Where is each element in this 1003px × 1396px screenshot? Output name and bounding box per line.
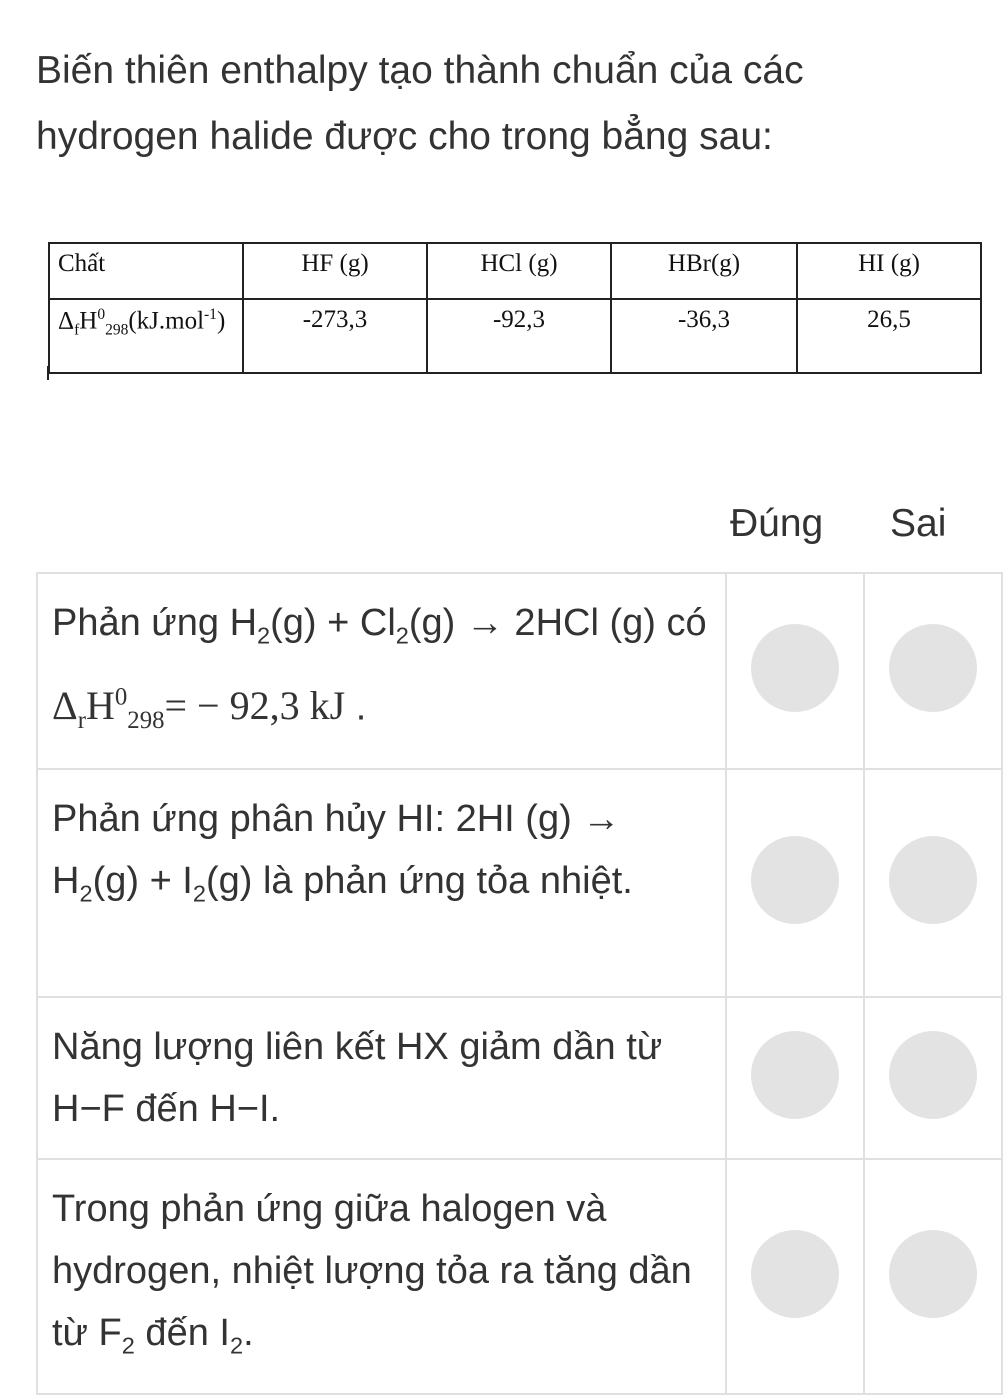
radio-true-3[interactable] xyxy=(751,1031,839,1119)
header-cell-hf: HF (g) xyxy=(243,243,427,299)
intro-line-1: Biến thiên enthalpy tạo thành chuẩn của các xyxy=(36,49,804,92)
value-cell-hf: -273,3 xyxy=(243,299,427,373)
cell-false-4 xyxy=(864,1159,1002,1394)
enthalpy-formula: $\Delta_rH^0_{298}= - 92,3$ kJ xyxy=(52,682,346,734)
radio-false-1[interactable] xyxy=(889,624,977,712)
question-intro xyxy=(36,38,976,170)
cell-true-3 xyxy=(726,997,864,1159)
value-cell-hbr: -36,3 xyxy=(611,299,797,373)
header-cell-hi: HI (g) xyxy=(797,243,981,299)
cell-false-2 xyxy=(864,769,1002,997)
enthalpy-table-header-row xyxy=(49,243,981,299)
radio-true-1[interactable] xyxy=(751,624,839,712)
radio-true-4[interactable] xyxy=(751,1230,839,1318)
statement-row xyxy=(37,1159,1002,1394)
radio-false-3[interactable] xyxy=(889,1031,977,1119)
enthalpy-table xyxy=(48,242,982,374)
radio-true-2[interactable] xyxy=(751,836,839,924)
value-cell-hcl: -92,3 xyxy=(427,299,611,373)
statement-3: Năng lượng liên kết HX giảm dần từ H−F đến H−I. xyxy=(37,997,726,1159)
statement-row xyxy=(37,573,1002,769)
true-false-grid xyxy=(36,572,1003,1395)
cell-false-3 xyxy=(864,997,1002,1159)
header-cell-hcl: HCl (g) xyxy=(427,243,611,299)
statement-4: Trong phản ứng giữa halogen và hydrogen, nhiệt lượng tỏa ra tăng dần từ $F_2$ đến $I_2$. xyxy=(37,1159,726,1394)
statement-row xyxy=(37,769,1002,997)
statement-2: Phản ứng phân hủy HI: 2HI $(g) \to H_2(g) + I_2(g)$ là phản ứng tỏa nhiệt. xyxy=(37,769,726,997)
radio-false-2[interactable] xyxy=(889,836,977,924)
statement-1: Phản ứng $H_2(g) + Cl_2(g) \to 2HCl$ (g) có $\Delta_rH^0_{298}= - 92,3$ kJ . xyxy=(37,573,726,769)
cell-false-1 xyxy=(864,573,1002,769)
header-cell-hbr: HBr(g) xyxy=(611,243,797,299)
cell-true-1 xyxy=(726,573,864,769)
statement-row xyxy=(37,997,1002,1159)
enthalpy-table-value-row xyxy=(49,299,981,373)
header-cell-substance: Chất xyxy=(49,243,243,299)
row-label-enthalpy: $\Delta_fH^0_{298}(kJ.mol^{-1})$ xyxy=(49,299,243,373)
cell-true-4 xyxy=(726,1159,864,1394)
column-header-false: Sai xyxy=(890,502,947,545)
column-header-true: Đúng xyxy=(730,502,824,545)
value-cell-hi: 26,5 xyxy=(797,299,981,373)
table-edge-mark xyxy=(47,366,49,380)
radio-false-4[interactable] xyxy=(889,1230,977,1318)
intro-line-2: hydrogen halide được cho trong bẳng sau: xyxy=(36,115,773,158)
cell-true-2 xyxy=(726,769,864,997)
